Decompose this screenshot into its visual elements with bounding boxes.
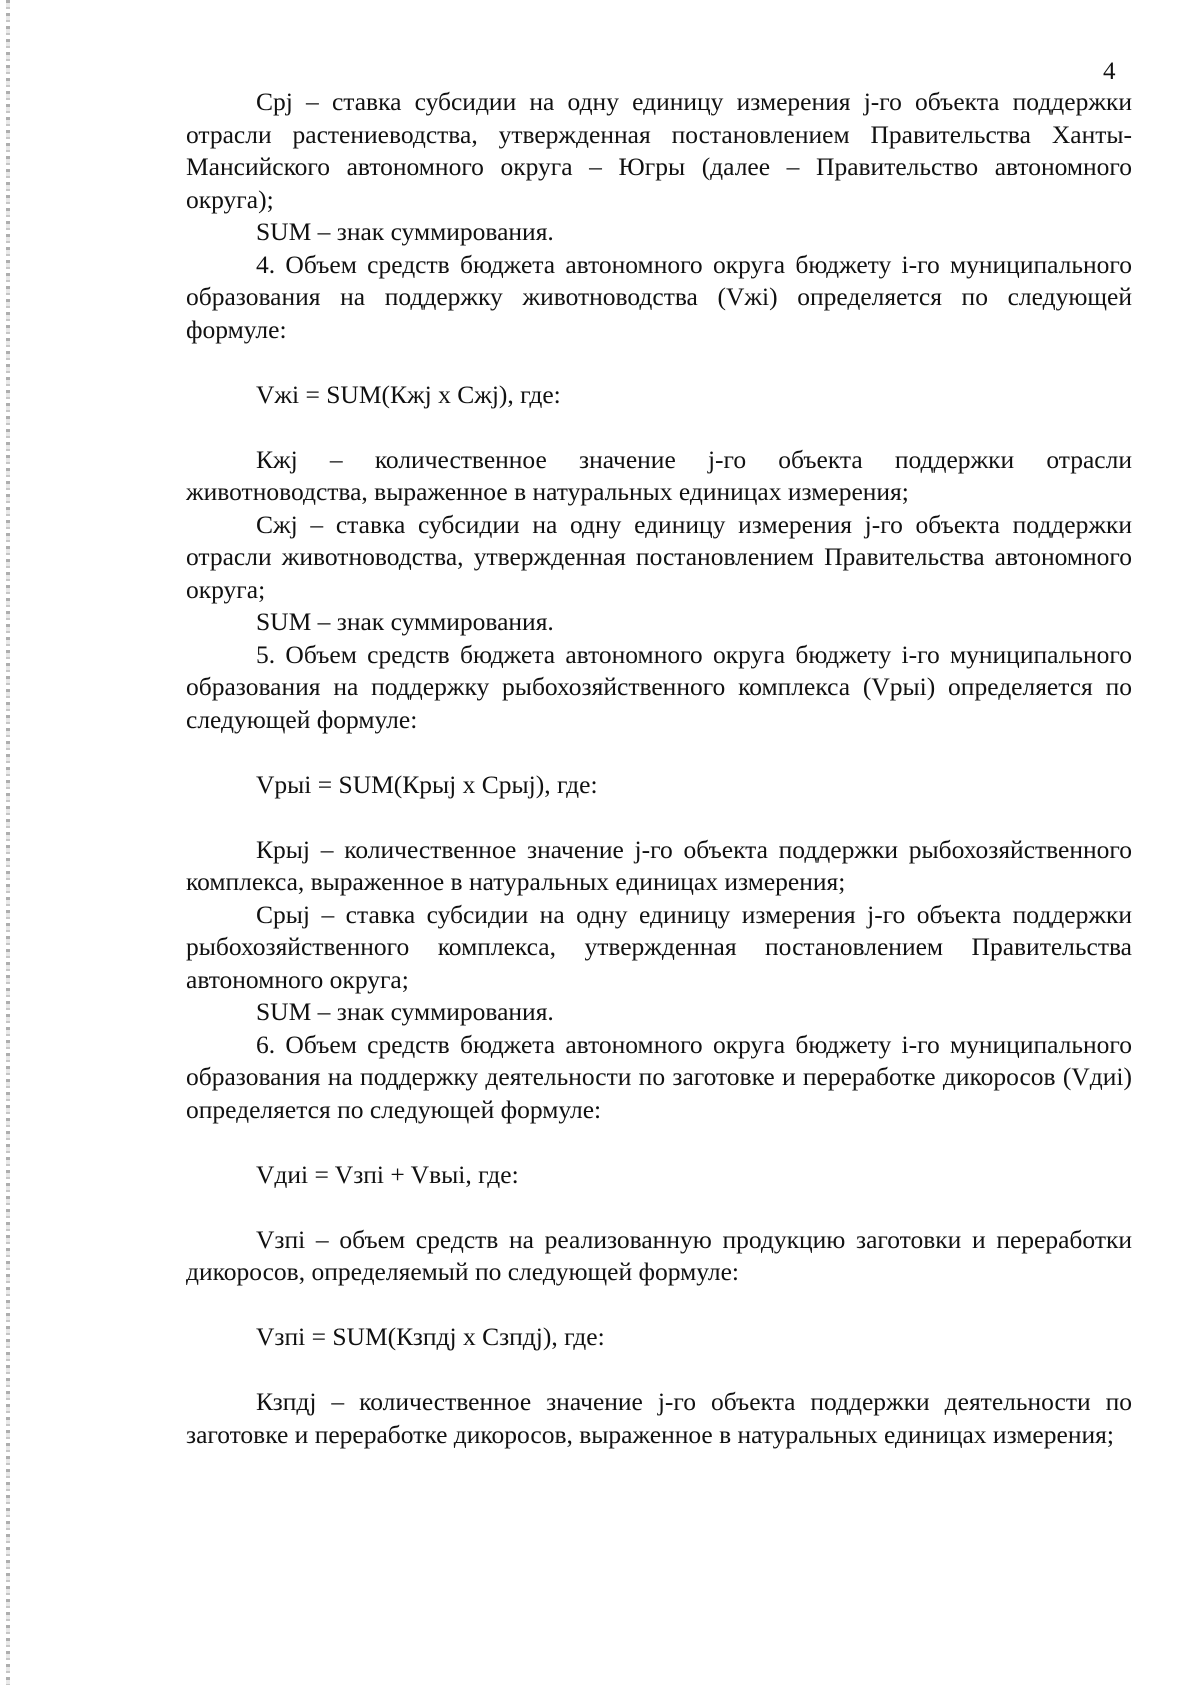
sum-definition: SUM – знак суммирования. (256, 997, 554, 1026)
definition-kryj: Крыj – количественное значение j-го объекта поддержки рыбохозяйственного комплекса, выраженное в натуральных единицах измерения; (186, 834, 1132, 896)
document-body (186, 86, 1132, 1451)
definition-kzpdj: Кзпдj – количественное значение j-го объекта поддержки деятельности по заготовке и переработке дикоросов, выраженное в натуральных единицах измерения; (186, 1387, 1132, 1449)
sum-definition: SUM – знак суммирования. (256, 607, 554, 636)
clause-4: 4. Объем средств бюджета автономного округа бюджету i-го муниципального образования на поддержку животноводства (Vжi) определяется по следующей формуле: (186, 249, 1132, 344)
definition-cryj: Срыj – ставка субсидии на одну единицу измерения j-го объекта поддержки рыбохозяйственного комплекса, утвержденная постановлением Правительства автономного округа; (186, 899, 1132, 994)
definition-crj: Срj – ставка субсидии на одну единицу измерения j-го объекта поддержки отрасли растениеводства, утвержденная постановлением Правительства Ханты-Мансийского автономного округа – Югры (далее – Правительство автономного округа); (186, 87, 1132, 214)
formula-vry: Vрыi = SUM(Крыj x Срыj), где: (256, 769, 598, 799)
definition-czhj: Сжj – ставка субсидии на одну единицу измерения j-го объекта поддержки отрасли животноводства, утвержденная постановлением Правительства автономного округа; (186, 509, 1132, 604)
scan-edge-artifact (6, 0, 10, 1685)
clause-5: 5. Объем средств бюджета автономного округа бюджету i-го муниципального образования на поддержку рыбохозяйственного комплекса (Vрыi) определяется по следующей формуле: (186, 639, 1132, 734)
definition-vzpi: Vзпi – объем средств на реализованную продукцию заготовки и переработки дикоросов, определяемый по следующей формуле: (186, 1224, 1132, 1286)
definition-kzhj: Кжj – количественное значение j-го объекта поддержки отрасли животноводства, выраженное в натуральных единицах измерения; (186, 444, 1132, 506)
formula-vzp: Vзпi = SUM(Кзпдj x Сзпдj), где: (256, 1322, 605, 1351)
clause-6: 6. Объем средств бюджета автономного округа бюджету i-го муниципального образования на поддержку деятельности по заготовке и переработке дикоросов (Vдиi) определяется по следующей формуле: (186, 1029, 1132, 1124)
formula-vzh: Vжi = SUM(Кжj x Сжj), где: (256, 379, 561, 409)
page-number: 4 (1103, 58, 1116, 85)
sum-definition: SUM – знак суммирования. (256, 217, 554, 246)
formula-vdi: Vдиi = Vзпi + Vвыi, где: (256, 1159, 519, 1189)
